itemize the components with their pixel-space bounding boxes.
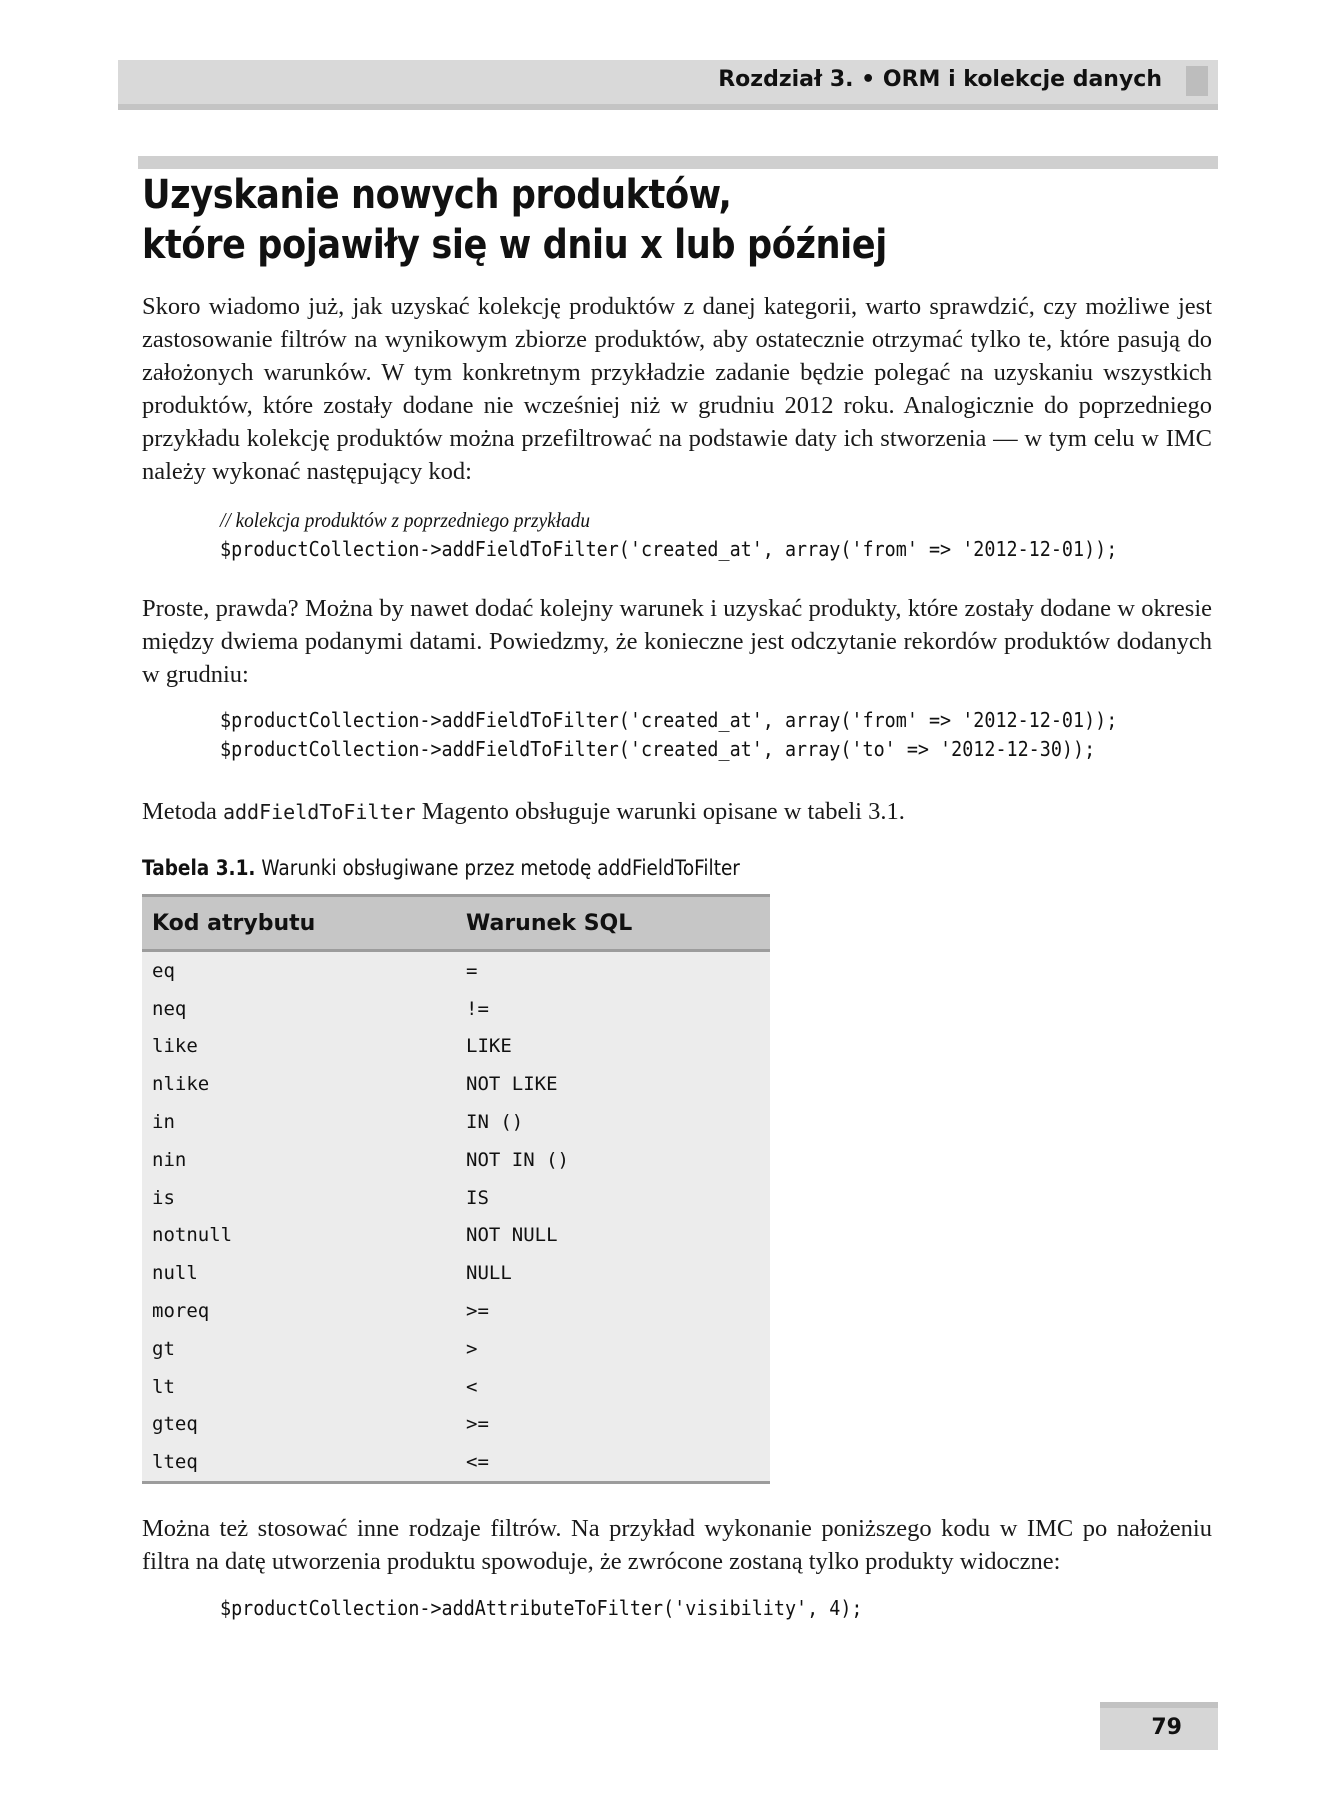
sql-condition-cell: NULL: [456, 1254, 770, 1292]
sql-condition-cell: !=: [456, 990, 770, 1028]
paragraph-method-after: Magento obsługuje warunki opisane w tabeli 3.1.: [415, 798, 905, 825]
code-line-2: $productCollection->addFieldToFilter('created_at', array('to' => '2012-12-30));: [220, 737, 1096, 761]
sql-condition-cell: <=: [456, 1443, 770, 1482]
code-comment: // kolekcja produktów z poprzedniego przykładu: [220, 508, 591, 532]
column-header-sql-condition: Warunek SQL: [456, 896, 770, 951]
table-row: [142, 1103, 770, 1141]
table-row: [142, 1028, 770, 1066]
table-row: [142, 1406, 770, 1444]
code-line: $productCollection->addAttributeToFilter('visibility', 4);: [220, 1596, 863, 1620]
table-row: [142, 1179, 770, 1217]
sql-condition-cell: NOT NULL: [456, 1217, 770, 1255]
inline-code-method: addFieldToFilter: [222, 800, 416, 824]
attribute-code-cell: nin: [142, 1141, 456, 1179]
sql-condition-cell: NOT IN (): [456, 1141, 770, 1179]
table-row: [142, 1141, 770, 1179]
paragraph-second: Proste, prawda? Można by nawet dodać kolejny warunek i uzyskać produkty, które zostały dodane w okresie między dwiema podanymi datami. Powiedzmy, że konieczne jest odczytanie rekordów produktów dodanych w grudniu:: [142, 595, 1212, 688]
table-row: [142, 1217, 770, 1255]
section-title-line-2: które pojawiły się w dniu x lub później: [142, 222, 887, 268]
attribute-code-cell: neq: [142, 990, 456, 1028]
attribute-code-cell: gt: [142, 1330, 456, 1368]
table-row: [142, 1368, 770, 1406]
code-block-1: [220, 506, 1117, 564]
attribute-code-cell: null: [142, 1254, 456, 1292]
sql-condition-cell: <: [456, 1368, 770, 1406]
section-rule: [138, 156, 1218, 169]
attribute-code-cell: is: [142, 1179, 456, 1217]
attribute-code-cell: notnull: [142, 1217, 456, 1255]
conditions-table-grid: [142, 894, 770, 1484]
sql-condition-cell: NOT LIKE: [456, 1065, 770, 1103]
attribute-code-cell: lteq: [142, 1443, 456, 1482]
paragraph-method-before: Metoda: [142, 798, 223, 825]
conditions-table: [142, 894, 770, 1484]
table-caption-label: Tabela 3.1.: [142, 856, 256, 880]
sql-condition-cell: IN (): [456, 1103, 770, 1141]
attribute-code-cell: lt: [142, 1368, 456, 1406]
code-line-1: $productCollection->addFieldToFilter('created_at', array('from' => '2012-12-01));: [220, 708, 1118, 732]
header-tab-marker: [1186, 66, 1208, 96]
sql-condition-cell: >=: [456, 1292, 770, 1330]
table-row: [142, 1292, 770, 1330]
paragraph-method: [142, 795, 1212, 829]
attribute-code-cell: nlike: [142, 1065, 456, 1103]
attribute-code-cell: in: [142, 1103, 456, 1141]
sql-condition-cell: IS: [456, 1179, 770, 1217]
code-line: $productCollection->addFieldToFilter('created_at', array('from' => '2012-12-01));: [220, 537, 1118, 561]
sql-condition-cell: =: [456, 951, 770, 990]
page-number: 79: [1100, 1702, 1218, 1750]
running-header: [118, 60, 1218, 110]
table-row: [142, 1254, 770, 1292]
attribute-code-cell: gteq: [142, 1406, 456, 1444]
section-title: [142, 170, 887, 270]
table-row: [142, 1065, 770, 1103]
code-block-3: [220, 1594, 863, 1623]
table-header-row: [142, 896, 770, 951]
table-row: [142, 951, 770, 990]
paragraph-intro: Skoro wiadomo już, jak uzyskać kolekcję produktów z danej kategorii, warto sprawdzić, czy możliwe jest zastosowanie filtrów na wynikowym zbiorze produktów, aby ostatecznie otrzymać tylko te, które pasują do założonych warunków. W tym konkretnym przykładzie zadanie będzie polegać na uzyskaniu wszystkich produktów, które zostały dodane nie wcześniej niż w grudniu 2012 roku. Analogicznie do poprzedniego przykładu kolekcję produktów można przefiltrować na podstawie daty ich stworzenia — w tym celu w IMC należy wykonać następujący kod:: [142, 293, 1212, 485]
attribute-code-cell: eq: [142, 951, 456, 990]
sql-condition-cell: >=: [456, 1406, 770, 1444]
code-block-2: [220, 706, 1117, 764]
paragraph-filters: Można też stosować inne rodzaje filtrów. Na przykład wykonanie poniższego kodu w IMC po nałożeniu filtra na datę utworzenia produktu spowoduje, że zwrócone zostaną tylko produkty widoczne:: [142, 1515, 1212, 1575]
sql-condition-cell: LIKE: [456, 1028, 770, 1066]
table-row: [142, 990, 770, 1028]
table-row: [142, 1443, 770, 1482]
table-caption-text: Warunki obsługiwane przez metodę addFieldToFilter: [255, 856, 740, 880]
table-caption: [142, 856, 740, 880]
attribute-code-cell: moreq: [142, 1292, 456, 1330]
chapter-title: Rozdział 3. • ORM i kolekcje danych: [718, 67, 1162, 92]
section-title-line-1: Uzyskanie nowych produktów,: [142, 172, 732, 218]
attribute-code-cell: like: [142, 1028, 456, 1066]
table-row: [142, 1330, 770, 1368]
sql-condition-cell: >: [456, 1330, 770, 1368]
column-header-attribute-code: Kod atrybutu: [142, 896, 456, 951]
